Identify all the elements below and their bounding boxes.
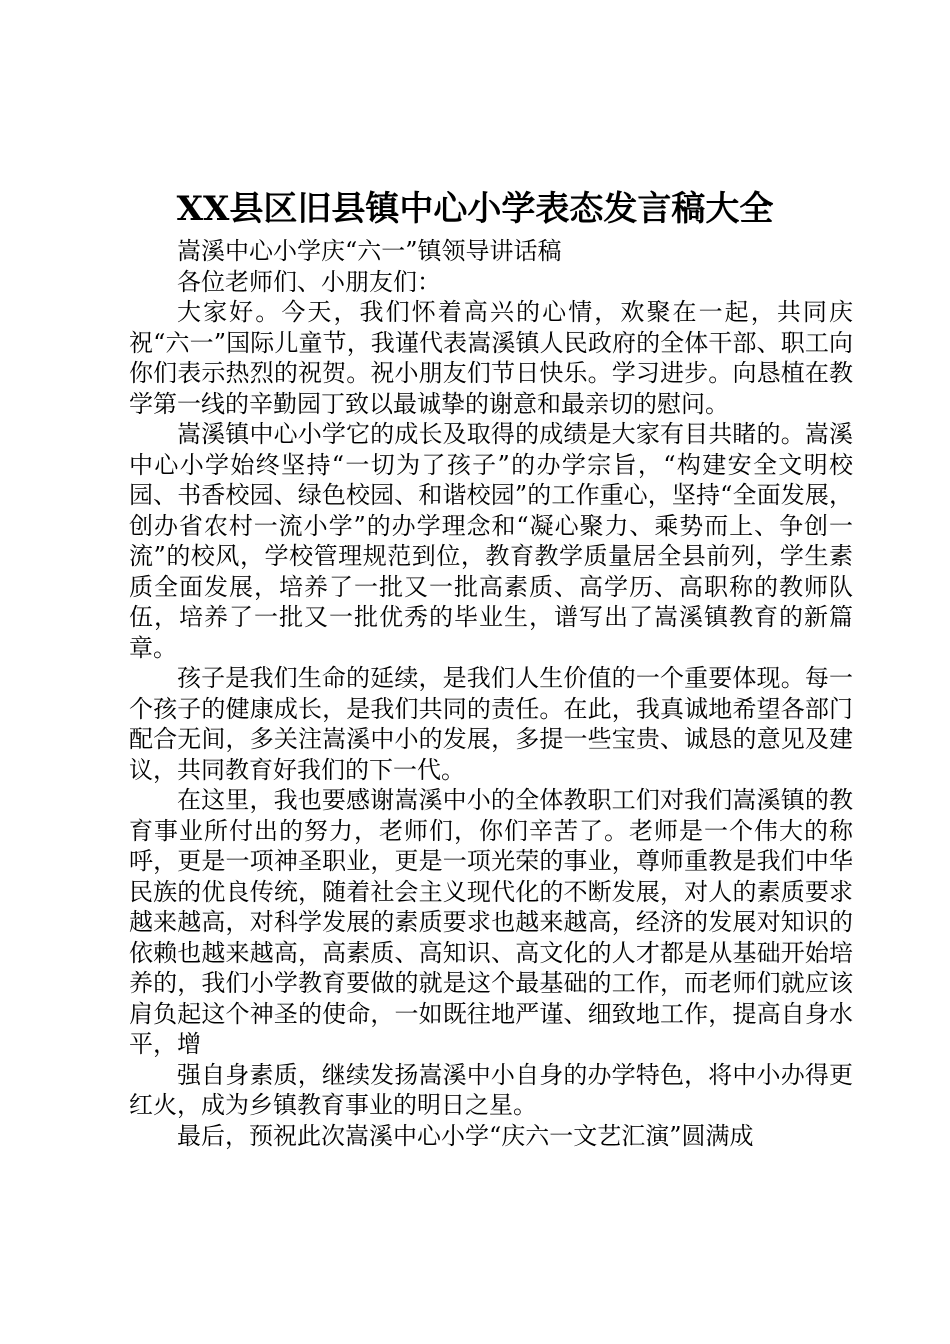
speech-heading-paragraph: 嵩溪中心小学庆“六一”镇领导讲话稿 bbox=[177, 237, 562, 265]
body-paragraph: 强自身素质，继续发扬嵩溪中小自身的办学特色，将中小办得更红火，成为乡镇教育事业的明日之星。 bbox=[129, 1060, 853, 1119]
salutation-paragraph: 各位老师们、小朋友们： bbox=[177, 267, 441, 296]
body-paragraph: 在这里，我也要感谢嵩溪中小的全体教职工们对我们嵩溪镇的教育事业所付出的努力，老师们，你们辛苦了。老师是一个伟大的称呼，更是一项神圣职业，更是一项光荣的事业，尊师重教是我们中华民族的优良传统，随着社会主义现代化的不断发展，对人的素质要求越来越高，对科学发展的素质要求也越来越高，经济的发展对知识的依赖也越来越高，高素质、高知识、高文化的人才都是从基础开始培养的，我们小学教育要做的就是这个最基础的工作，而老师们就应该肩负起这个神圣的使命，一如既往地严谨、细致地工作，提高自身水平，增 bbox=[129, 786, 853, 1058]
document-body bbox=[129, 236, 853, 1151]
closing-paragraph: 最后，预祝此次嵩溪中心小学“庆六一文艺汇演”圆满成 bbox=[177, 1121, 754, 1150]
body-paragraph: 孩子是我们生命的延续，是我们人生价值的一个重要体现。每一个孩子的健康成长，是我们共同的责任。在此，我真诚地希望各部门配合无间，多关注嵩溪中小的发展，多提一些宝贵、诚恳的意见及建议，共同教育好我们的下一代。 bbox=[129, 664, 853, 784]
body-paragraph: 嵩溪镇中心小学它的成长及取得的成绩是大家有目共睹的。嵩溪中心小学始终坚持“一切为了孩子”的办学宗旨，“构建安全文明校园、书香校园、绿色校园、和谐校园”的工作重心，坚持“全面发展，创办省农村一流小学”的办学理念和“凝心聚力、乘势而上、争创一流”的校风，学校管理规范到位，教育教学质量居全县前列，学生素质全面发展，培养了一批又一批高素质、高学历、高职称的教师队伍，培养了一批又一批优秀的毕业生，谱写出了嵩溪镇教育的新篇章。 bbox=[129, 420, 853, 662]
document-title: XX县区旧县镇中心小学表态发言稿大全 bbox=[176, 189, 774, 229]
body-paragraph: 大家好。今天，我们怀着高兴的心情，欢聚在一起，共同庆祝“六一”国际儿童节，我谨代表嵩溪镇人民政府的全体干部、职工向你们表示热烈的祝贺。祝小朋友们节日快乐。学习进步。向恳植在教学第一线的辛勤园丁致以最诚挚的谢意和最亲切的慰问。 bbox=[129, 298, 853, 418]
